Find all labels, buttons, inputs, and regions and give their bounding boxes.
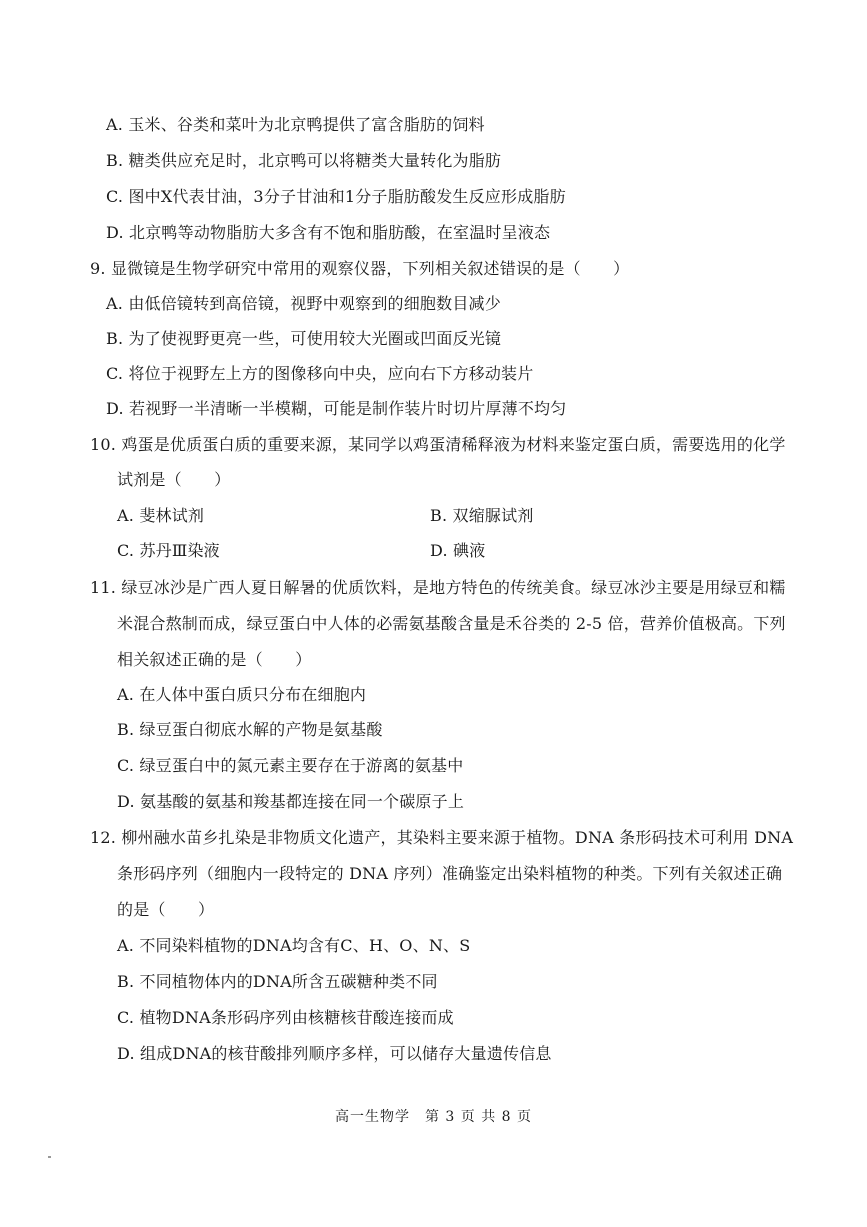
question-stem: 9. 显微镜是生物学研究中常用的观察仪器，下列相关叙述错误的是（ ） <box>90 259 630 278</box>
option-c: C. 绿豆蛋白中的氮元素主要存在于游离的氨基中 <box>117 756 464 775</box>
option-c: C. 植物DNA条形码序列由核糖核苷酸连接而成 <box>117 1008 454 1027</box>
option-d: D. 若视野一半清晰一半模糊，可能是制作装片时切片厚薄不均匀 <box>106 399 567 418</box>
option-c: C. 将位于视野左上方的图像移向中央，应向右下方移动装片 <box>106 364 534 383</box>
question-stem-line-2: 试剂是（ ） <box>117 470 231 489</box>
option-d: D. 氨基酸的氨基和羧基都连接在同一个碳原子上 <box>117 792 465 811</box>
page-footer: 高一生物学 第 3 页 共 8 页 <box>334 1109 533 1125</box>
option-d: D. 碘液 <box>430 541 486 560</box>
option-b: B. 绿豆蛋白彻底水解的产物是氨基酸 <box>117 720 383 739</box>
question-stem-line-1: 10. 鸡蛋是优质蛋白质的重要来源，某同学以鸡蛋清稀释液为材料来鉴定蛋白质，需要选用的化学 <box>90 435 786 454</box>
option-a: A. 不同染料植物的DNA均含有C、H、O、N、S <box>117 936 471 955</box>
option-a: A. 斐林试剂 <box>117 506 205 525</box>
question-stem-line-3: 的是（ ） <box>117 900 215 919</box>
question-stem-line-2: 条形码序列（细胞内一段特定的 DNA 序列）准确鉴定出染料植物的种类。下列有关叙述正确 <box>117 864 783 883</box>
question-stem-line-3: 相关叙述正确的是（ ） <box>117 650 312 669</box>
option-b: B. 不同植物体内的DNA所含五碳糖种类不同 <box>117 972 438 991</box>
question-stem-line-2: 米混合熬制而成，绿豆蛋白中人体的必需氨基酸含量是禾谷类的 2-5 倍，营养价值极高。下列 <box>117 614 786 633</box>
option-b: B. 双缩脲试剂 <box>430 506 534 525</box>
scan-speck <box>48 1156 51 1158</box>
option-c: C. 图中X代表甘油，3分子甘油和1分子脂肪酸发生反应形成脂肪 <box>106 187 566 206</box>
question-stem-line-1: 12. 柳州融水苗乡扎染是非物质文化遗产，其染料主要来源于植物。DNA 条形码技术可利用 DNA <box>90 828 794 847</box>
option-a: A. 玉米、谷类和菜叶为北京鸭提供了富含脂肪的饲料 <box>106 115 485 134</box>
option-a: A. 在人体中蛋白质只分布在细胞内 <box>117 685 367 704</box>
option-b: B. 为了使视野更亮一些，可使用较大光圈或凹面反光镜 <box>106 329 502 348</box>
option-d: D. 组成DNA的核苷酸排列顺序多样，可以储存大量遗传信息 <box>117 1044 552 1063</box>
option-b: B. 糖类供应充足时，北京鸭可以将糖类大量转化为脂肪 <box>106 151 502 170</box>
option-a: A. 由低倍镜转到高倍镜，视野中观察到的细胞数目减少 <box>106 294 501 313</box>
option-d: D. 北京鸭等动物脂肪大多含有不饱和脂肪酸，在室温时呈液态 <box>106 223 551 242</box>
question-stem-line-1: 11. 绿豆冰沙是广西人夏日解暑的优质饮料，是地方特色的传统美食。绿豆冰沙主要是用绿豆和糯 <box>90 578 786 597</box>
option-c: C. 苏丹Ⅲ染液 <box>117 541 220 560</box>
